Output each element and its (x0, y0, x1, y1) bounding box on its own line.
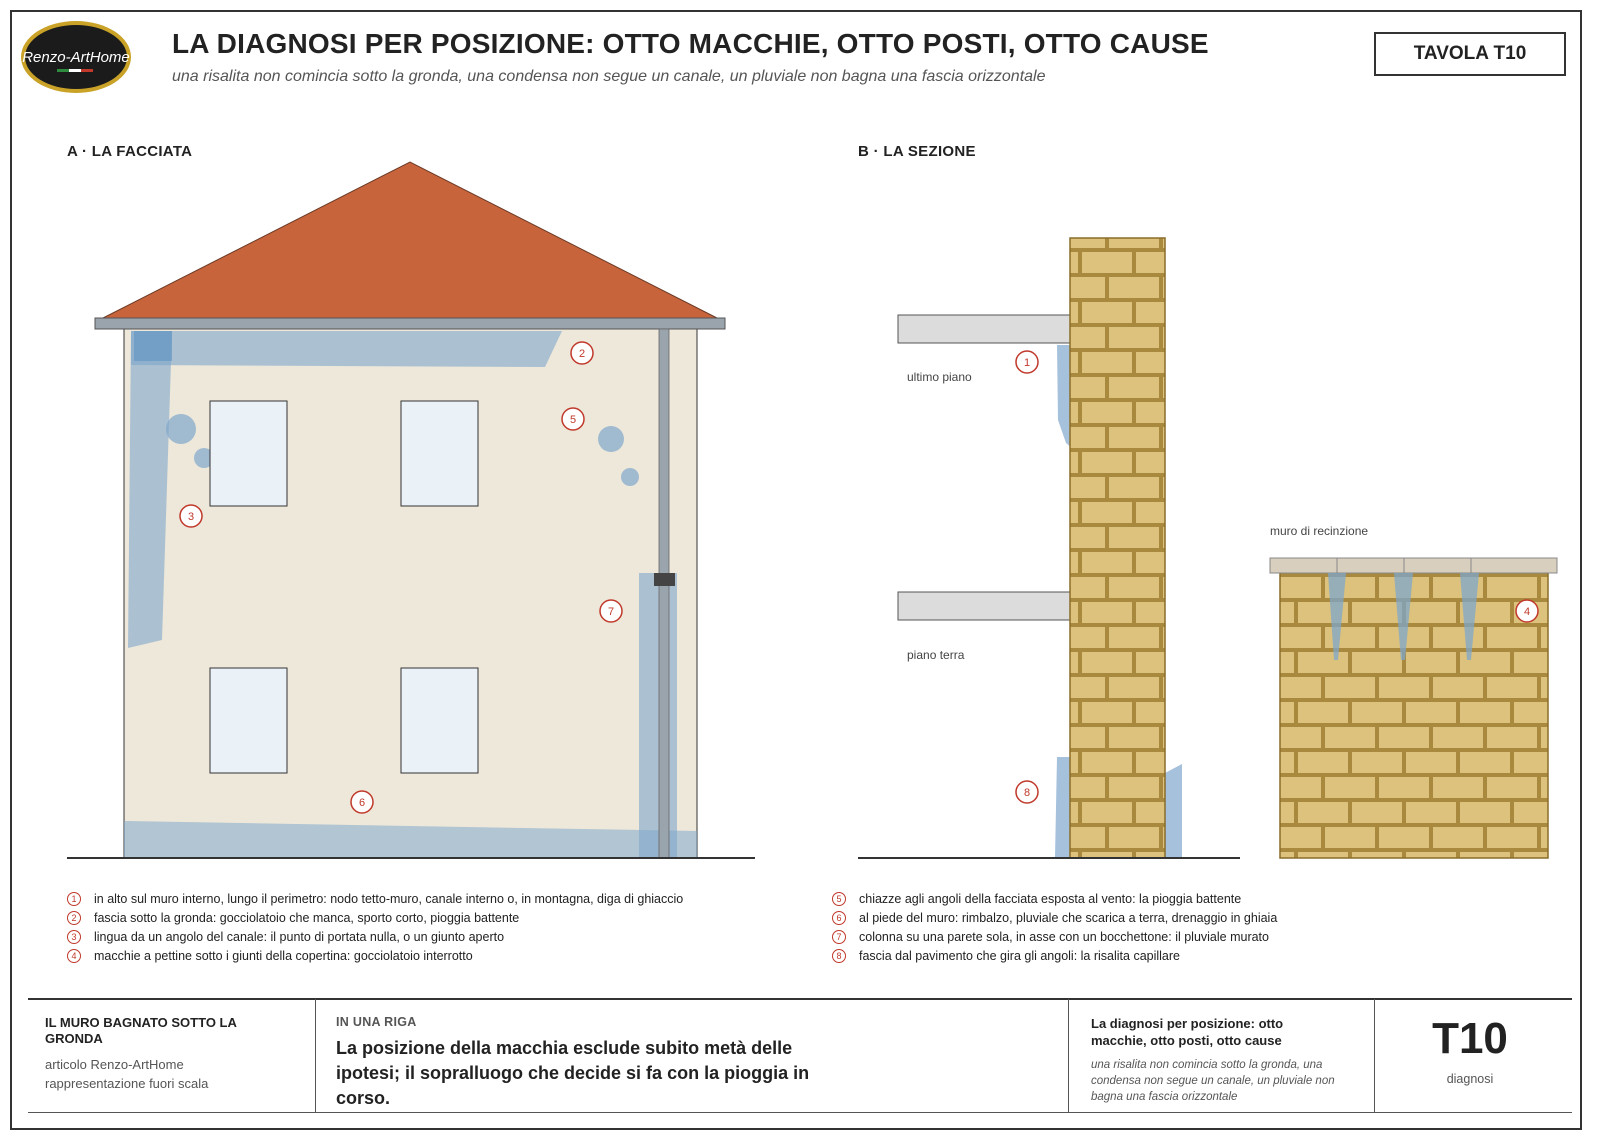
legend-right (832, 889, 1277, 965)
label-fence-wall: muro di recinzione (1270, 524, 1369, 538)
section-drawing (858, 238, 1557, 858)
marker-7 (600, 600, 622, 622)
legend-number: 3 (67, 930, 81, 944)
label-ground-floor: piano terra (907, 648, 965, 662)
svg-text:6: 6 (358, 797, 366, 809)
page-subtitle: una risalita non comincia sotto la gronda, una condensa non segue un canale, un pluviale non bagna una fascia orizzontale (172, 68, 1046, 85)
stain-under-eave (131, 331, 562, 367)
marker-6 (351, 791, 373, 813)
footer-divider (315, 999, 316, 1112)
fence-wall (1280, 572, 1548, 858)
svg-text:7: 7 (607, 606, 615, 618)
footer-summary-label: IN UNA RIGA (336, 1015, 417, 1029)
legend-number: 8 (832, 949, 846, 963)
page-title: LA DIAGNOSI PER POSIZIONE: OTTO MACCHIE, OTTO POSTI, OTTO CAUSE (172, 28, 1209, 59)
legend-item (832, 927, 1277, 946)
stain-splash (598, 426, 624, 452)
window (401, 668, 478, 773)
footer-article-title: IL MURO BAGNATO SOTTO LA GRONDA (45, 1015, 237, 1046)
roof (103, 162, 717, 318)
footer-bottom-rule (28, 1112, 1572, 1113)
footer-article-meta (45, 1055, 208, 1093)
legend-text: fascia dal pavimento che gira gli angoli: la risalita capillare (859, 948, 1181, 963)
footer-sheet-subtitle: una risalita non comincia sotto la gronda, una condensa non segue un canale, un pluviale non bagna una fascia orizzontale (1091, 1059, 1335, 1103)
svg-text:2: 2 (578, 348, 586, 360)
slab-ground-floor (898, 592, 1070, 620)
stain-splash (166, 414, 196, 444)
logo-text: Renzo-ArtHome (22, 49, 130, 66)
legend-item (67, 946, 683, 965)
footer-article-source: articolo Renzo-ArtHome (45, 1057, 184, 1072)
legend-number: 6 (832, 911, 846, 925)
svg-text:1: 1 (1023, 357, 1031, 369)
tavola-badge: TAVOLA T10 (1374, 32, 1566, 76)
legend-number: 7 (832, 930, 846, 944)
marker-2 (571, 342, 593, 364)
window (401, 401, 478, 506)
legend-text: fascia sotto la gronda: gocciolatoio che manca, sporto corto, pioggia battente (94, 910, 520, 925)
footer-summary-text: La posizione della macchia esclude subito metà delle ipotesi; il sopralluogo che decide si fa con la pioggia in corso. (336, 1038, 810, 1108)
svg-text:3: 3 (187, 511, 195, 523)
legend-text: in alto sul muro interno, lungo il perimetro: nodo tetto-muro, canale interno o, in montagna, diga di ghiaccio (94, 891, 684, 906)
legend-item (832, 946, 1277, 965)
svg-text:4: 4 (1523, 606, 1531, 618)
marker-5 (562, 408, 584, 430)
legend-item (67, 927, 683, 946)
footer-divider (1068, 999, 1069, 1112)
label-top-floor: ultimo piano (907, 370, 972, 384)
eave-gutter (95, 318, 725, 329)
svg-text:8: 8 (1023, 787, 1031, 799)
window (210, 668, 287, 773)
fence-coping (1270, 558, 1557, 573)
stain-splash (621, 468, 639, 486)
stain-corner-dark (134, 331, 172, 361)
legend-number: 2 (67, 911, 81, 925)
downpipe-outlet (654, 573, 675, 586)
legend-item (67, 908, 683, 927)
footer-sheet-title: La diagnosi per posizione: otto macchie, otto posti, otto cause (1091, 1016, 1284, 1048)
legend-number: 4 (67, 949, 81, 963)
stain-rising-right (1165, 764, 1182, 858)
marker-4 (1516, 600, 1538, 622)
legend-item (832, 908, 1277, 927)
downpipe (659, 329, 669, 858)
legend-item (832, 889, 1277, 908)
marker-3 (180, 505, 202, 527)
brick-wall-section (1070, 238, 1165, 858)
legend-text: colonna su una parete sola, in asse con un bocchettone: il pluviale murato (859, 929, 1269, 944)
legend-text: al piede del muro: rimbalzo, pluviale che scarica a terra, drenaggio in ghiaia (859, 910, 1278, 925)
legend-number: 1 (67, 892, 81, 906)
legend-left (67, 889, 683, 965)
section-a-title: A · LA FACCIATA (67, 143, 193, 160)
svg-text:5: 5 (569, 414, 577, 426)
footer-article-scale: rappresentazione fuori scala (45, 1076, 209, 1091)
legend-item (67, 889, 683, 908)
marker-8 (1016, 781, 1038, 803)
legend-text: lingua da un angolo del canale: il punto di portata nulla, o un giunto aperto (94, 929, 505, 944)
legend-text: macchie a pettine sotto i giunti della copertina: gocciolatoio interrotto (94, 948, 473, 963)
section-b-title: B · LA SEZIONE (858, 143, 976, 160)
legend-number: 5 (832, 892, 846, 906)
footer-sheet-code: T10 (1432, 1014, 1508, 1063)
stain-downpipe-column (639, 573, 677, 858)
facade-drawing (67, 162, 755, 858)
footer-sheet-category: diagnosi (1446, 1072, 1494, 1086)
window (210, 401, 287, 506)
marker-1 (1016, 351, 1038, 373)
legend-text: chiazze agli angoli della facciata esposta al vento: la pioggia battente (859, 891, 1242, 906)
footer-top-rule (28, 998, 1572, 1000)
slab-top-floor (898, 315, 1070, 343)
